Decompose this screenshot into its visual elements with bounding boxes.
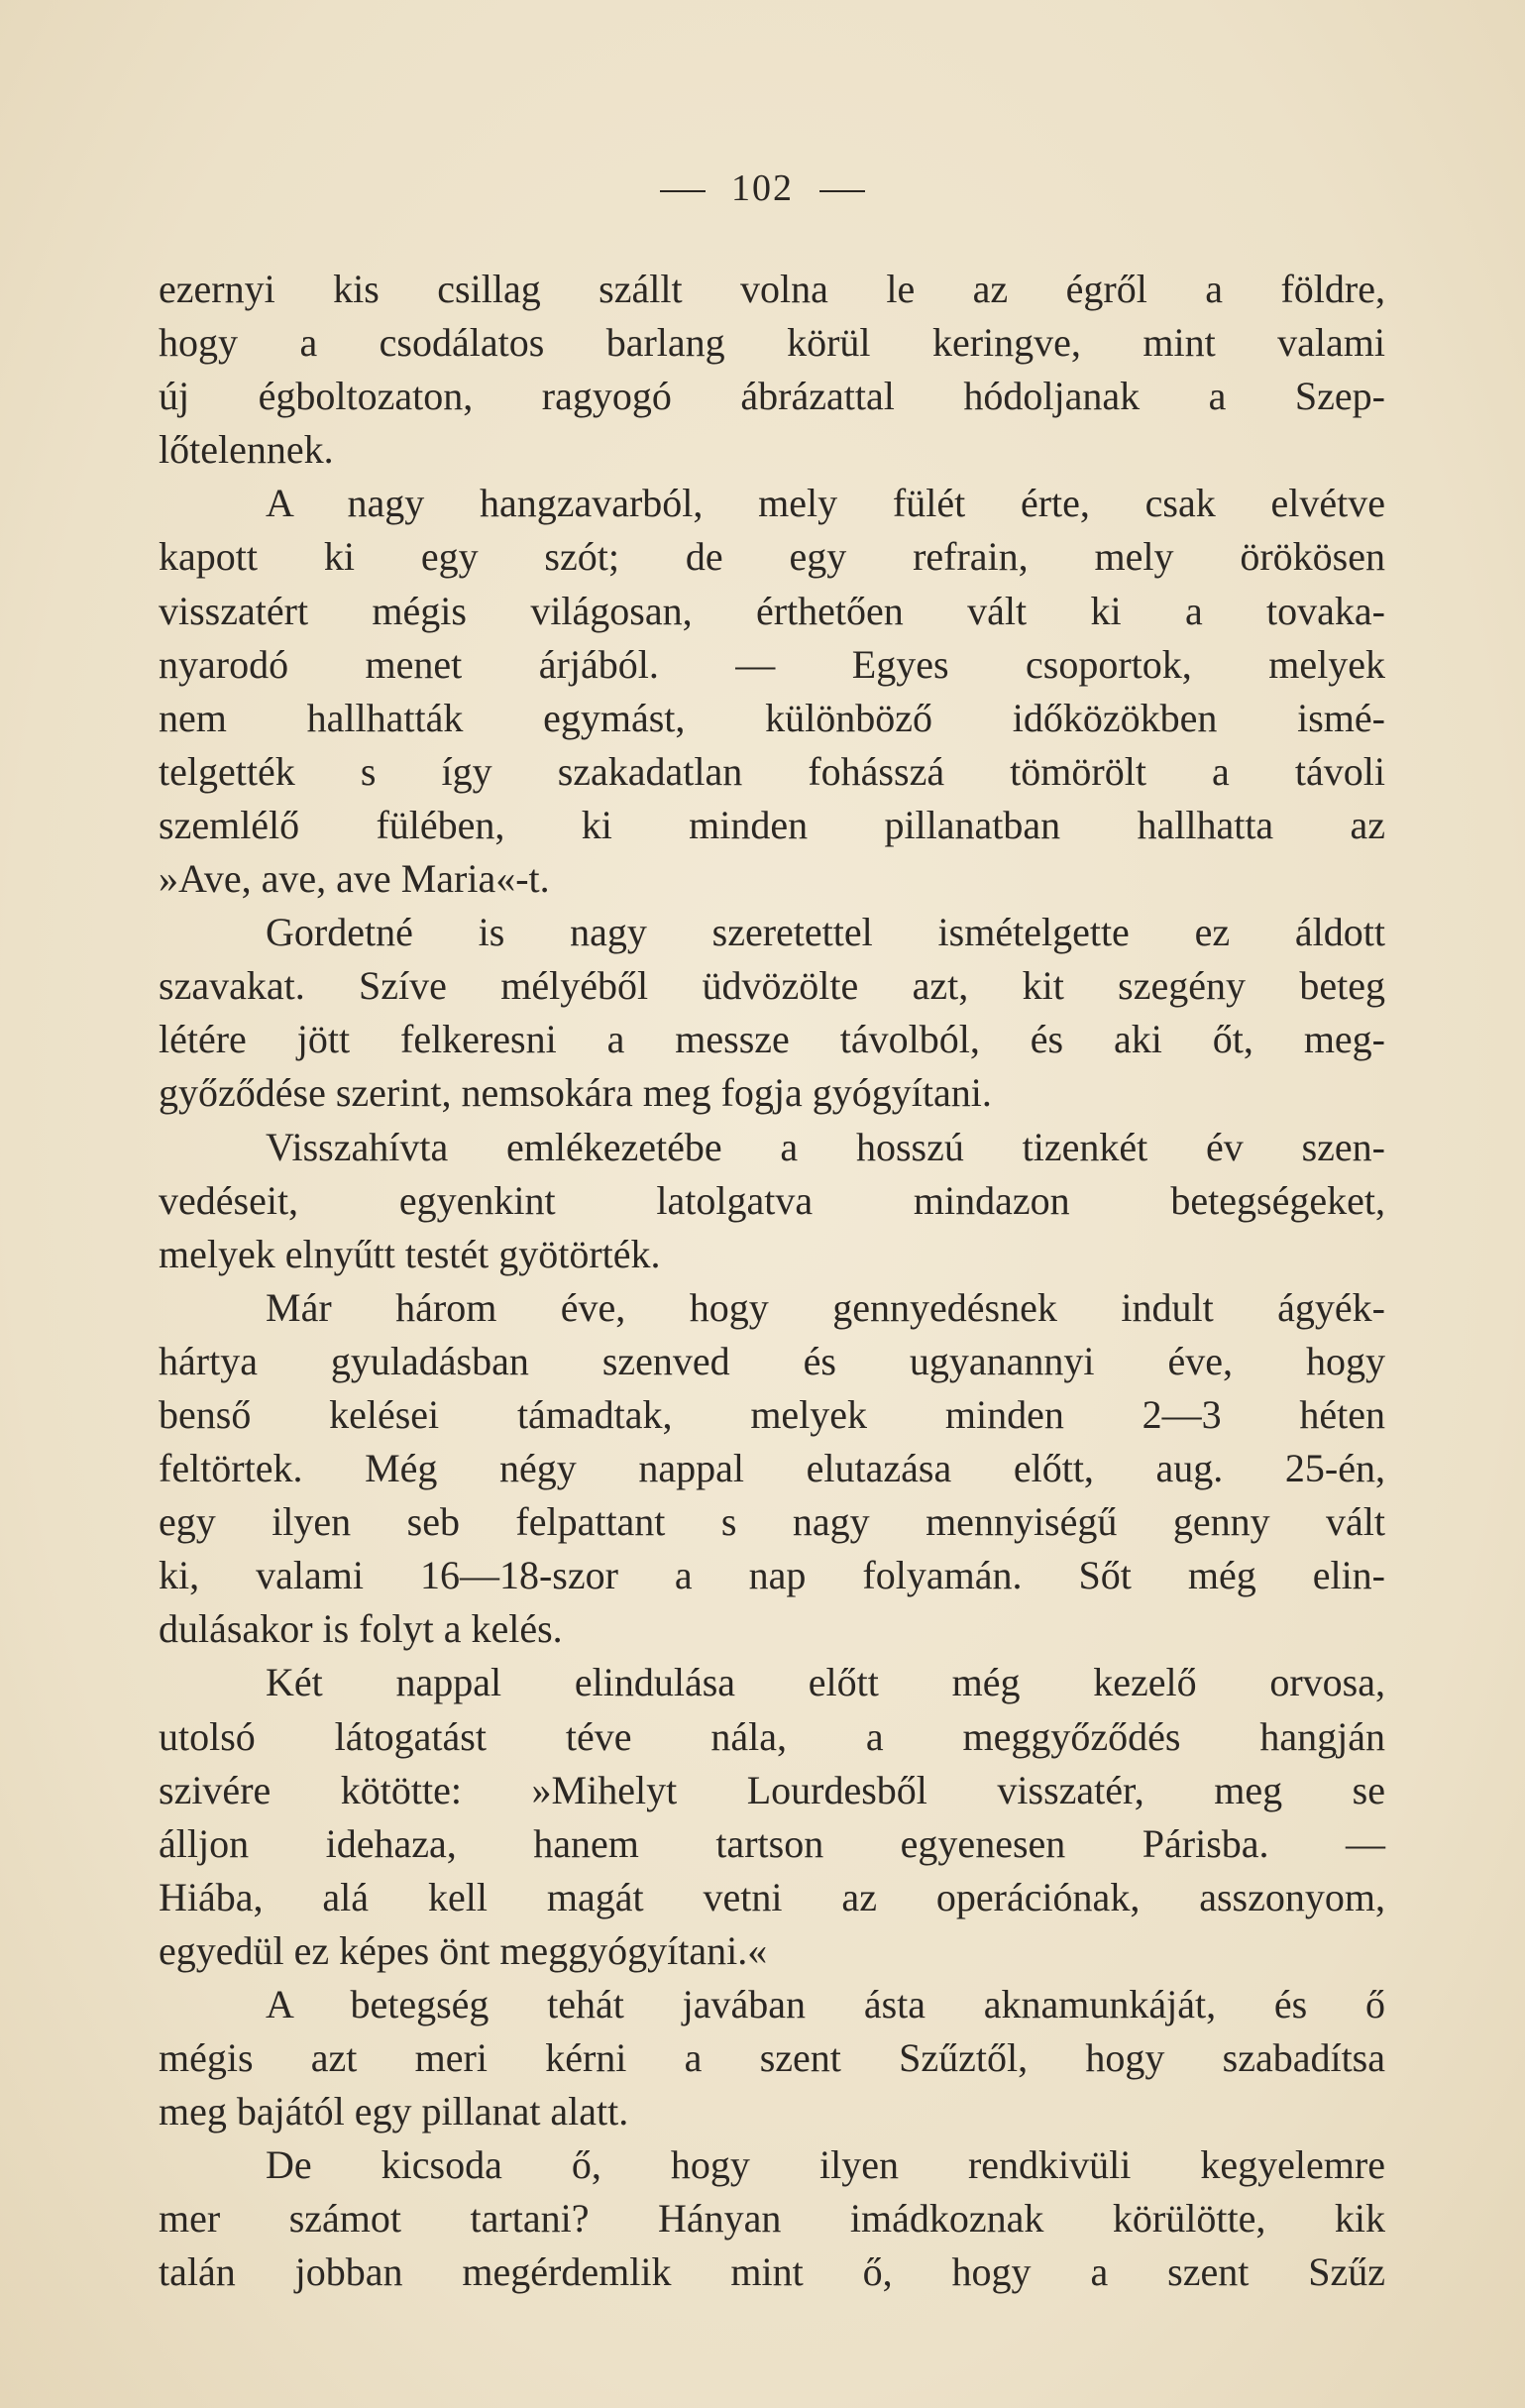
text-line: visszatért mégis világosan, érthetően vált ki a tovaka- (159, 588, 1385, 633)
page-header (0, 166, 1525, 210)
text-line: De kicsoda ő, hogy ilyen rendkivüli kegyelemre (266, 2142, 1385, 2188)
text-line: álljon idehaza, hanem tartson egyenesen Párisba. — (159, 1820, 1385, 1866)
text-line: szavakat. Szíve mélyéből üdvözölte azt, kit szegény beteg (159, 963, 1385, 1009)
text-line: dulásakor is folyt a kelés. (159, 1606, 563, 1652)
text-line: meg bajától egy pillanat alatt. (159, 2089, 629, 2134)
text-line: talán jobban megérdemlik mint ő, hogy a szent Szűz (159, 2249, 1385, 2295)
text-line: lőtelennek. (159, 427, 334, 473)
text-line: nyarodó menet árjából. — Egyes csoportok, melyek (159, 641, 1385, 687)
text-line: telgették s így szakadatlan fohásszá tömörölt a távoli (159, 748, 1385, 794)
text-line: ki, valami 16—18-szor a nap folyamán. Sőt még elin- (159, 1553, 1385, 1598)
text-line: hártya gyuladásban szenved és ugyanannyi éve, hogy (159, 1338, 1385, 1383)
text-line: szivére kötötte: »Mihelyt Lourdesből visszatér, meg se (159, 1767, 1385, 1812)
text-line: hogy a csodálatos barlang körül keringve, mint valami (159, 320, 1385, 366)
text-line: ezernyi kis csillag szállt volna le az égről a földre, (159, 267, 1385, 311)
text-line: egyedül ez képes önt meggyógyítani.« (159, 1927, 768, 1973)
text-line: utolsó látogatást téve nála, a meggyőződés hangján (159, 1713, 1385, 1759)
text-line: létére jött felkeresni a messze távolból, és aki őt, meg- (159, 1017, 1385, 1062)
text-line: mégis azt meri kérni a szent Szűztől, hogy szabadítsa (159, 2035, 1385, 2081)
text-line: kapott ki egy szót; de egy refrain, mely örökösen (159, 534, 1385, 580)
text-line: új égboltozaton, ragyogó ábrázattal hódoljanak a Szep- (159, 374, 1385, 419)
text-line: benső kelései támadtak, melyek minden 2—3 héten (159, 1391, 1385, 1437)
text-line: A nagy hangzavarból, mely fülét érte, csak elvétve (266, 481, 1385, 526)
body-text (159, 263, 1385, 2300)
text-line: vedéseit, egyenkint latolgatva mindazon betegségeket, (159, 1177, 1385, 1223)
text-line: feltörtek. Még négy nappal elutazása előtt, aug. 25-én, (159, 1446, 1385, 1491)
text-line: »Ave, ave, ave Maria«-t. (159, 856, 550, 902)
text-line: Két nappal elindulása előtt még kezelő orvosa, (266, 1660, 1385, 1705)
text-line: mer számot tartani? Hányan imádkoznak körülötte, kik (159, 2196, 1385, 2242)
text-line: A betegség tehát javában ásta aknamunkáját, és ő (266, 1982, 1385, 2026)
text-line: Visszahívta emlékezetébe a hosszú tizenkét év szen- (266, 1124, 1385, 1169)
text-line: Már három éve, hogy gennyedésnek indult ágyék- (266, 1284, 1385, 1330)
text-line: győződése szerint, nemsokára meg fogja gyógyítani. (159, 1070, 992, 1116)
text-line: szemlélő fülében, ki minden pillanatban hallhatta az (159, 802, 1385, 847)
page-number: 102 (731, 167, 794, 209)
header-dash-right (819, 190, 865, 192)
header-dash-left (660, 190, 706, 192)
text-line: melyek elnyűtt testét gyötörték. (159, 1231, 661, 1276)
text-line: Gordetné is nagy szeretettel ismételgette ez áldott (266, 910, 1385, 955)
text-line: Hiába, alá kell magát vetni az operációnak, asszonyom, (159, 1874, 1385, 1919)
text-line: nem hallhatták egymást, különböző időközökben ismé- (159, 695, 1385, 740)
text-line: egy ilyen seb felpattant s nagy mennyiségű genny vált (159, 1499, 1385, 1545)
